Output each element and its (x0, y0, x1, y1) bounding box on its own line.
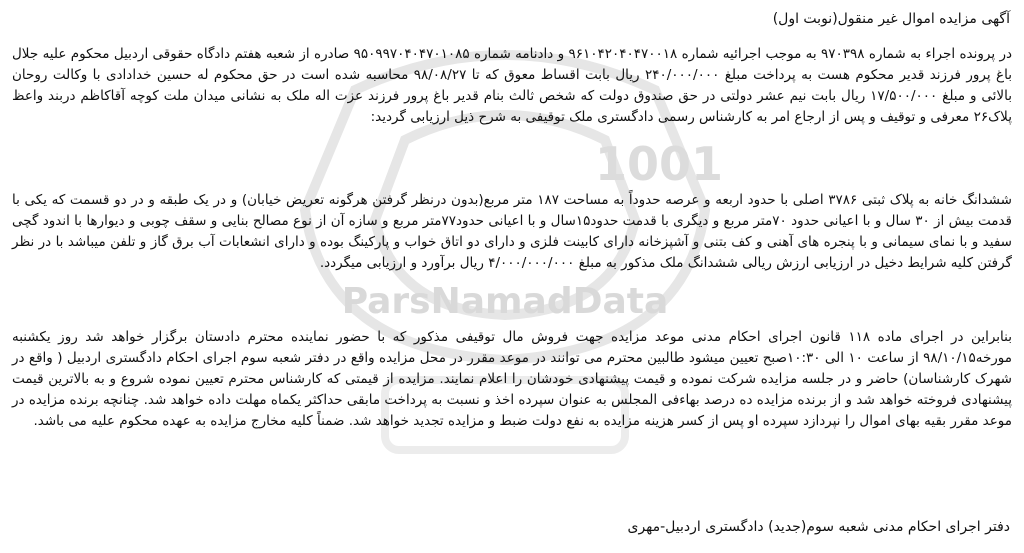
issuer-signature: دفتر اجرای احکام مدنی شعبه سوم(جدید) دادگستری اردبیل-مهری (627, 519, 1010, 535)
paragraph-property-description: ششدانگ خانه به پلاک ثبتی ۳۷۸۶ اصلی با حدود اربعه و عرصه حدوداً به مساحت ۱۸۷ متر مربع(بدون درنظر گرفتن هرگونه تعریض خیابان) و در یک طبقه و در دو قسمت که یکی با قدمت بیش از ۳۰ سال و با اعیانی حدود ۷۰متر مربع و دیگری با قدمت حدود۱۵سال و با اعیانی حدود۷۷متر مربع و سازه آن از نوع مصالح بنایی و سقف چوبی و دیوارها با اندود گچی سفید و با نمای سیمانی و با پنجره های آهنی و کف بتنی و آشپزخانه دارای کابینت فلزی و دارای دو اتاق خواب و پارکینگ بوده و دارای انشعابات آب برق گاز و تلفن میباشد با در نظر گرفتن کلیه شرایط دخیل در ارزیابی ارزش ریالی ششدانگ ملک مذکور به مبلغ ۴/۰۰۰/۰۰۰/۰۰۰ ریال برآورد و ارزیابی میگردد. (12, 192, 1012, 271)
paragraph-case-details: در پرونده اجراء به شماره ۹۷۰۳۹۸ به موجب اجرائیه شماره ۹۶۱۰۴۲۰۴۰۴۷۰۰۱۸ و دادنامه شماره ۹۵۰۹۹۷۰۴۰۴۷۰۱۰۸۵ صادره از شعبه هفتم دادگاه حقوقی اردبیل محکوم علیه جلال باغ پرور فرزند قدیر محکوم هست به پرداخت مبلغ ۲۴۰/۰۰۰/۰۰۰ ریال بابت اقساط معوق که تا ۹۸/۰۸/۲۷ محاسبه شده است در حق محکوم له حسین خدادادی با وکالت روحان بالائی و مبلغ ۱۷/۵۰۰/۰۰۰ ریال بابت نیم عشر دولتی در حق صندوق دولت که شخص ثالث بنام قدیر باغ پرور فرزند عزت اله ملک به نشانی میدان ملت کوچه آقاکاظم دربند واعظ پلاک۲۶ معرفی و توقیف و پس از ارجاع امر به کارشناس رسمی دادگستری ملک توقیفی به شرح ذیل ارزیابی گردید: (12, 46, 1012, 125)
notice-title: آگهی مزایده اموال غیر منقول(نوبت اول) (772, 11, 1010, 27)
watermark-digits: 1001 (595, 137, 724, 191)
watermark-text: ParsNamadData (341, 281, 669, 322)
paragraph-auction-terms: بنابراین در اجرای ماده ۱۱۸ قانون اجرای احکام مدنی موعد مزایده جهت فروش مال توقیفی مذکور که با حضور نماینده محترم دادستان برگزار خواهد شد روز یکشنبه مورخه۹۸/۱۰/۱۵ از ساعت ۱۰ الی ۱۰:۳۰صبح تعیین میشود طالبین محترم می توانند در موعد مقرر در محل مزایده واقع در دفتر شعبه سوم اجرای احکام دادگستری اردبیل ( واقع در شهرک کارشناسان) حاضر و در جلسه مزایده شرکت نموده و قیمت پیشنهادی خودشان را اعلام نمایند. مزایده از قیمتی که کارشناس محترم تعیین نموده شروع و به بالاترین قیمت پیشنهادی فروخته خواهد شد و از برنده مزایده ده درصد بهاءفی المجلس به عنوان سپرده اخذ و نسبت به پرداخت مابقی حداکثر یکماه مهلت داده خواهد شد. چنانچه برنده مزایده در موعد مقرر بقیه بهای اموال را نپردازد سپرده او پس از کسر هزینه مزایده به نفع دولت ضبط و مزایده تجدید خواهد شد. ضمناً کلیه مخارج مزایده به عهده محکوم علیه می باشد. (12, 329, 1013, 429)
